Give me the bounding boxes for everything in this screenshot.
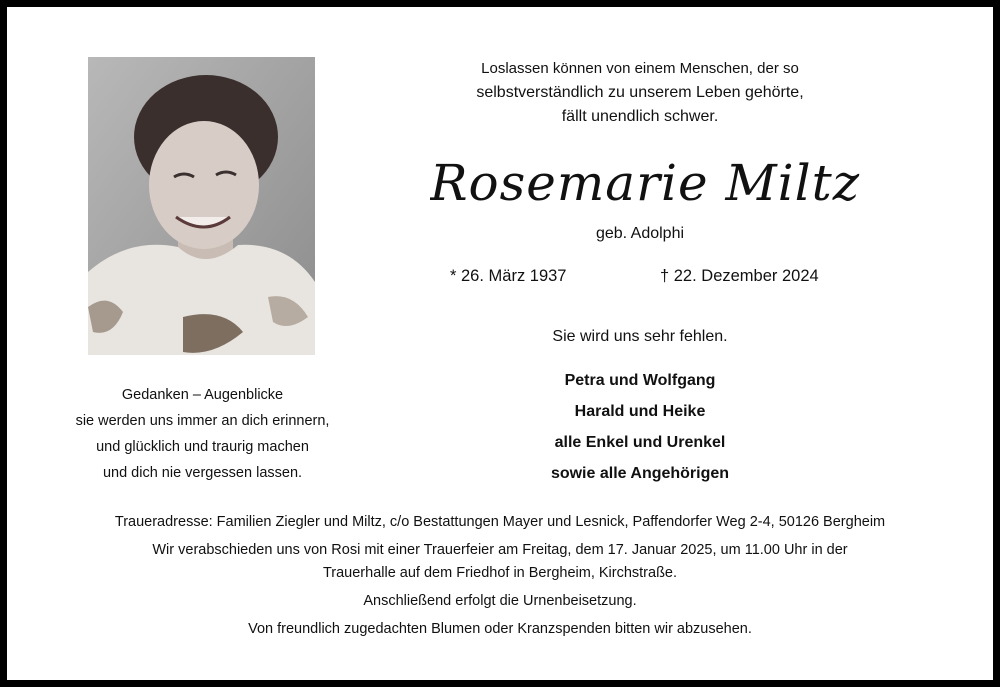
mourner: Harald und Heike [574,403,706,420]
deceased-name [430,140,860,230]
poem [50,382,355,486]
quote-line: selbstverständlich zu unserem Leben gehörte, [476,84,804,101]
portrait-photo [88,57,315,355]
footer-info [40,511,960,641]
mourner: sowie alle Angehörigen [550,465,730,482]
flowers-note: Von freundlich zugedachten Blumen oder Kranzspenden bitten wir abzusehen. [248,621,752,637]
quote-line: Loslassen können von einem Menschen, der so [481,60,799,77]
ceremony-line: Wir verabschieden uns von Rosi mit einer Trauerfeier am Freitag, dem 17. Januar 2025, um 11.00 Uhr in der [152,542,848,558]
name-signature [430,140,860,230]
miss-text: Sie wird uns sehr fehlen. [552,328,728,345]
death-date: † 22. Dezember 2024 [660,267,819,285]
quote-line: fällt unendlich schwer. [561,108,719,125]
portrait-illustration [88,57,315,355]
name-text: Rosemarie Miltz [430,154,860,212]
mourner: Petra und Wolfgang [564,372,716,389]
poem-line: sie werden uns immer an dich erinnern, [75,413,330,429]
poem-line: und glücklich und traurig machen [96,439,309,455]
burial-note: Anschließend erfolgt die Urnenbeisetzung. [363,593,637,609]
poem-line: und dich nie vergessen lassen. [102,465,303,481]
poem-line: Gedanken – Augenblicke [121,387,284,403]
mourners-list [490,365,790,489]
mourner: alle Enkel und Urenkel [554,434,726,451]
funeral-address: Traueradresse: Familien Ziegler und Miltz, c/o Bestattungen Mayer und Lesnick, Paffendorfer Weg 2-4, 50126 Bergheim [114,514,886,530]
ceremony-line: Trauerhalle auf dem Friedhof in Bergheim, Kirchstraße. [322,565,678,581]
birth-name: geb. Adolphi [595,225,685,242]
birth-date: * 26. März 1937 [450,267,567,285]
quote [430,57,850,129]
